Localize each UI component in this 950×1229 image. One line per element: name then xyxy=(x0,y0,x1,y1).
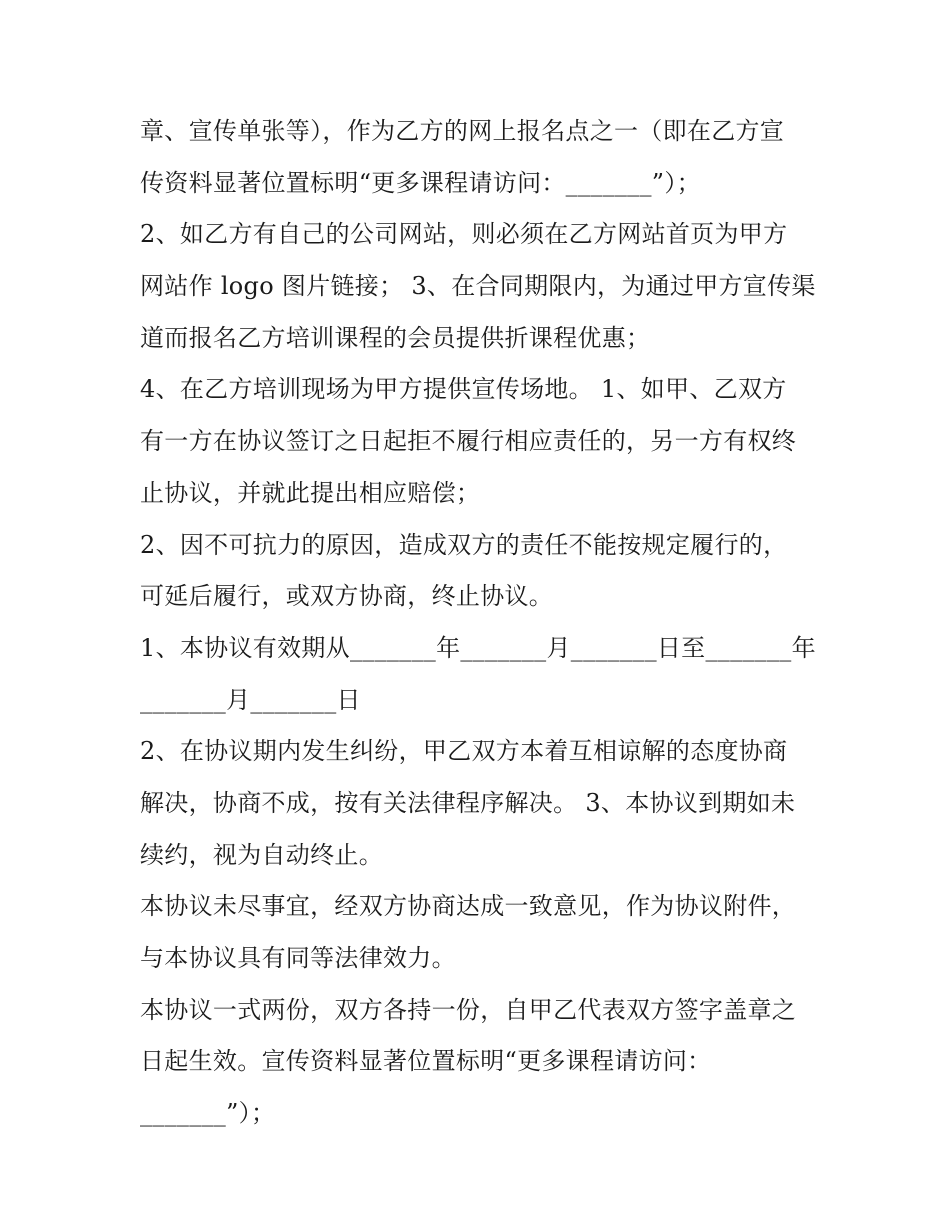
text-line: 日起生效。宣传资料显著位置标明“更多课程请访问： xyxy=(140,1047,712,1076)
text-line: 1、本协议有效期从_______年_______月_______日至_______年 xyxy=(140,633,816,662)
text-line: 2、因不可抗力的原因，造成双方的责任不能按规定履行的， xyxy=(140,530,788,559)
text-line: 道而报名乙方培训课程的会员提供折课程优惠； xyxy=(140,323,651,352)
text-line: 传资料显著位置标明“更多课程请访问：_______”）； xyxy=(140,168,701,197)
text-line: 网站作 logo 图片链接； 3、在合同期限内，为通过甲方宣传渠 xyxy=(140,272,816,301)
text-line: 解决，协商不成，按有关法律程序解决。 3、本协议到期如未 xyxy=(140,788,796,817)
text-line: 本协议未尽事宜，经双方协商达成一致意见，作为协议附件， xyxy=(140,892,797,921)
text-line: 2、如乙方有自己的公司网站，则必须在乙方网站首页为甲方 xyxy=(140,220,788,249)
text-line: _______月_______日 xyxy=(140,685,361,714)
text-line: 4、在乙方培训现场为甲方提供宣传场地。 1、如甲、乙双方 xyxy=(140,375,787,404)
document-body xyxy=(140,106,820,1140)
text-line: 章、宣传单张等），作为乙方的网上报名点之一（即在乙方宣 xyxy=(140,117,785,145)
text-line: 2、在协议期内发生纠纷，甲乙双方本着互相谅解的态度协商 xyxy=(140,737,788,766)
text-line: 有一方在协议签订之日起拒不履行相应责任的，另一方有权终 xyxy=(140,427,797,456)
text-line: 止协议，并就此提出相应赔偿； xyxy=(140,478,481,507)
text-line: 续约，视为自动终止。 xyxy=(140,840,383,869)
text-line: 本协议一式两份，双方各持一份，自甲乙代表双方签字盖章之 xyxy=(140,995,797,1024)
text-line: 可延后履行，或双方协商，终止协议。 xyxy=(140,582,554,611)
text-line: 与本协议具有同等法律效力。 xyxy=(140,944,456,972)
text-line: _______”）； xyxy=(140,1099,276,1128)
